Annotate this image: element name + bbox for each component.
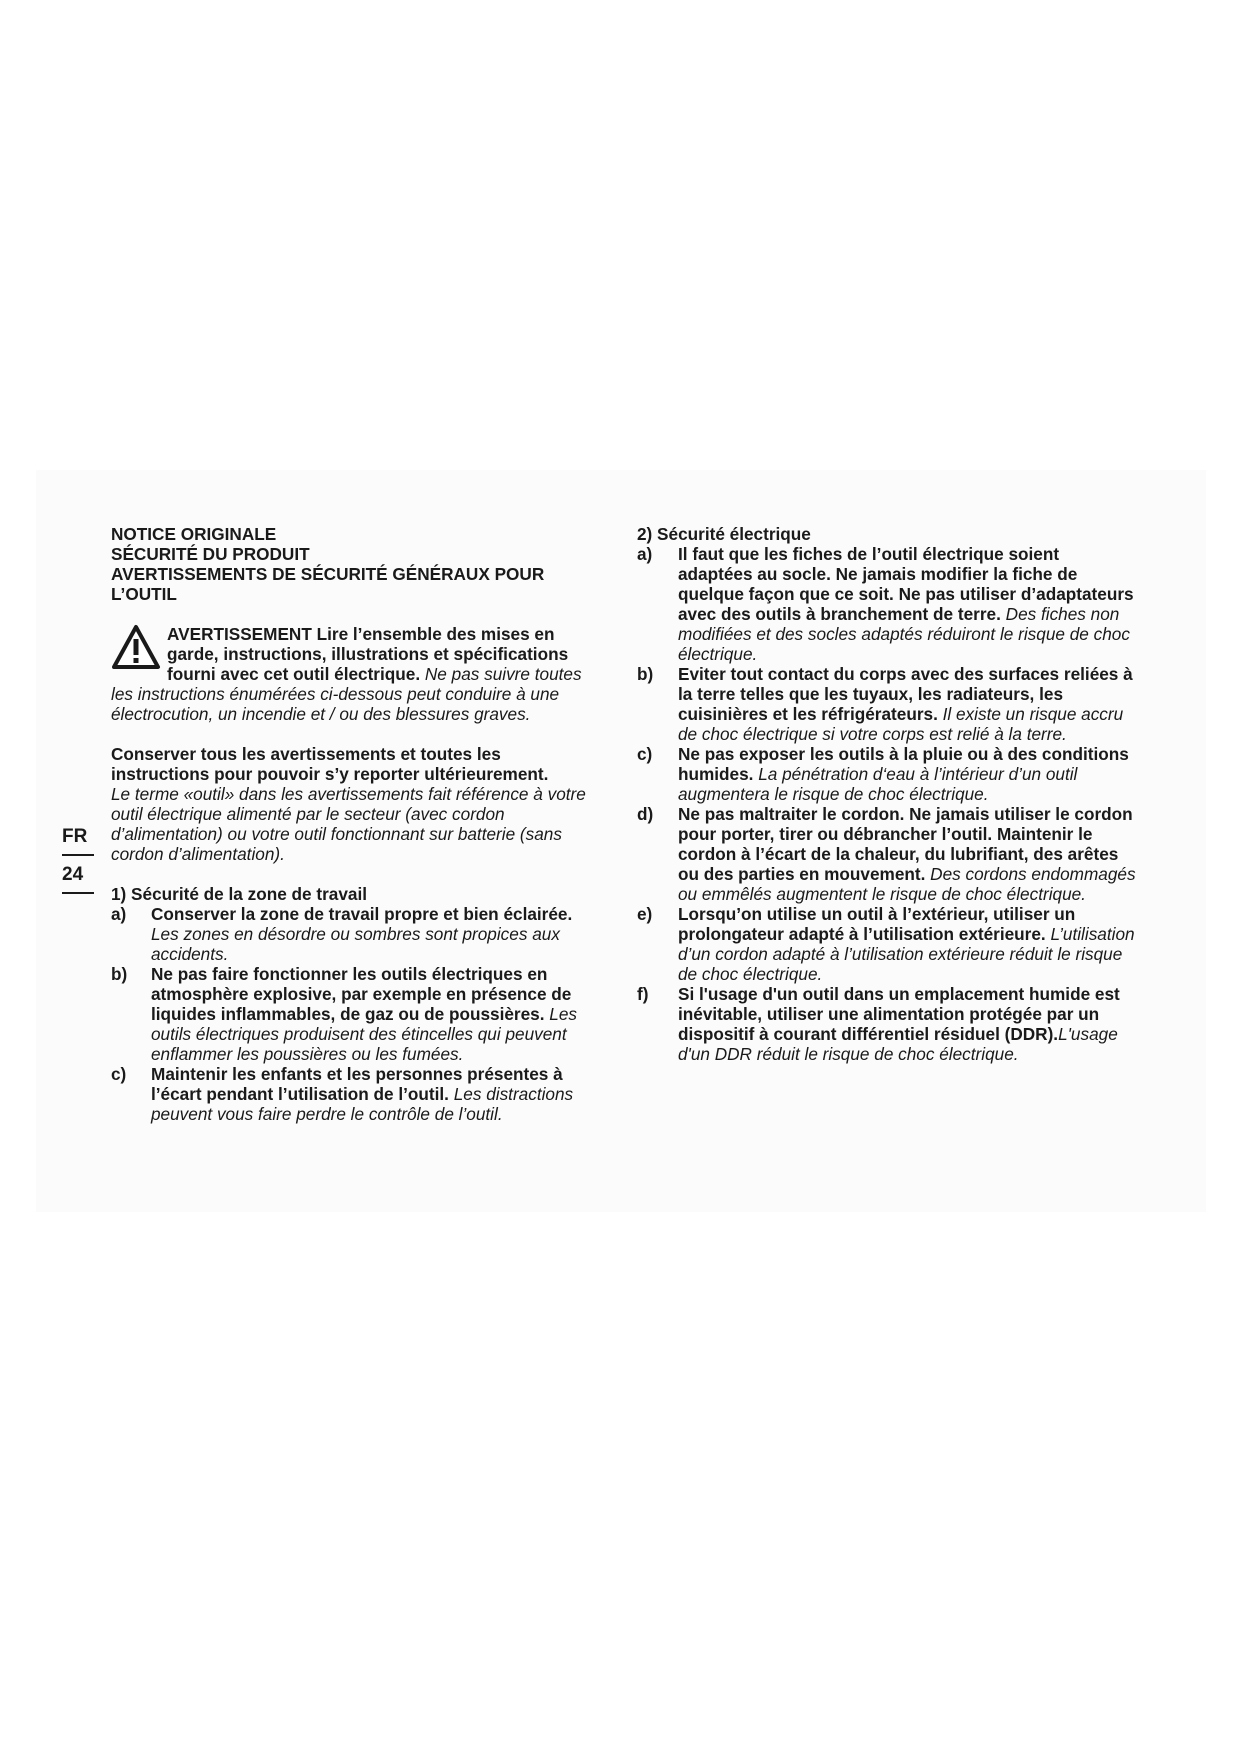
list-item: [637, 744, 1137, 804]
section-2-title: 2) Sécurité électrique: [637, 524, 811, 544]
item-label: c): [111, 1064, 127, 1084]
list-item: [111, 1064, 601, 1124]
item-italic-text: L’utilisation d’un cordon adapté à l’utilisation extérieure réduit le risque de choc électrique.: [678, 924, 1135, 984]
item-bold-text: Ne pas exposer les outils à la pluie ou à des conditions humides.: [678, 744, 1129, 784]
item-label: b): [637, 664, 654, 684]
warning-bold: AVERTISSEMENT Lire l’ensemble des mises en garde, instructions, illustrations et spécifications fourni avec cet outil électrique.: [167, 624, 569, 684]
title-line-1: NOTICE ORIGINALE: [111, 524, 277, 544]
item-bold-text: Lorsqu’on utilise un outil à l’extérieur, utiliser un prolongateur adapté à l’utilisation extérieure.: [678, 904, 1076, 944]
list-item: [637, 804, 1137, 904]
list-item: [637, 984, 1137, 1064]
item-label: c): [637, 744, 653, 764]
warning-block: [111, 624, 601, 724]
item-label: f): [637, 984, 649, 1004]
list-item: [637, 904, 1137, 984]
title-line-2: SÉCURITÉ DU PRODUIT: [111, 544, 310, 564]
tool-term-definition: Le terme «outil» dans les avertissements fait référence à votre outil électrique alimenté par le secteur (avec cordon d’alimentation) ou votre outil fonctionnant sur batterie (sans cordon d’alimentation).: [111, 784, 586, 864]
item-italic-text: Les distractions peuvent vous faire perdre le contrôle de l’outil.: [151, 1084, 574, 1124]
page-margin-marker: [62, 826, 96, 902]
item-bold-text: Si l'usage d'un outil dans un emplacement humide est inévitable, utiliser une alimentation protégée par un dispositif à courant différentiel résiduel (DDR).: [678, 984, 1120, 1044]
warning-italic: Ne pas suivre toutes les instructions énumérées ci-dessous peut conduire à une électrocution, un incendie et / ou des blessures graves.: [111, 664, 582, 724]
item-label: e): [637, 904, 653, 924]
right-column: [637, 524, 1137, 1064]
item-label: d): [637, 804, 654, 824]
item-italic-text: Des fiches non modifiées et des socles adaptés réduiront le risque de choc électrique.: [678, 604, 1130, 664]
item-italic-text: Des cordons endommagés ou emmêlés augmentent le risque de choc électrique.: [678, 864, 1136, 904]
item-italic-text: Il existe un risque accru de choc électrique si votre corps est relié à la terre.: [678, 704, 1124, 744]
item-bold-text: Conserver la zone de travail propre et bien éclairée.: [151, 904, 573, 924]
item-italic-text: L'usage d'un DDR réduit le risque de choc électrique.: [678, 1024, 1118, 1064]
item-label: a): [637, 544, 653, 564]
keep-instructions-notice: Conserver tous les avertissements et toutes les instructions pour pouvoir s’y reporter ultérieurement.: [111, 744, 549, 784]
language-code: FR: [62, 826, 88, 847]
item-bold-text: Il faut que les fiches de l’outil électrique soient adaptées au socle. Ne jamais modifier la fiche de quelque façon que ce soit. Ne pas utiliser d’adaptateurs avec des outils à branchement de terre.: [678, 544, 1134, 624]
item-bold-text: Ne pas faire fonctionner les outils électriques en atmosphère explosive, par exemple en présence de liquides inflammables, de gaz ou de poussières.: [151, 964, 572, 1024]
warning-triangle-icon: [111, 624, 161, 670]
item-label: b): [111, 964, 128, 984]
section-1-title: 1) Sécurité de la zone de travail: [111, 884, 367, 904]
page-number: 24: [62, 864, 84, 885]
item-bold-text: Maintenir les enfants et les personnes présentes à l’écart pendant l’utilisation de l’outil.: [151, 1064, 563, 1104]
list-item: [637, 544, 1137, 664]
list-item: [637, 664, 1137, 744]
divider: [62, 892, 94, 894]
item-label: a): [111, 904, 127, 924]
item-bold-text: Ne pas maltraiter le cordon. Ne jamais utiliser le cordon pour porter, tirer ou débrancher l’outil. Maintenir le cordon à l’écart de la chaleur, du lubrifiant, des arêtes ou des parties en mouvement.: [678, 804, 1133, 884]
title-line-3: AVERTISSEMENTS DE SÉCURITÉ GÉNÉRAUX POUR L’OUTIL: [111, 564, 545, 604]
item-italic-text: Les zones en désordre ou sombres sont propices aux accidents.: [151, 924, 560, 964]
divider: [62, 854, 94, 856]
item-italic-text: La pénétration d‘eau à l’intérieur d’un outil augmentera le risque de choc électrique.: [678, 764, 1078, 804]
item-bold-text: Eviter tout contact du corps avec des surfaces reliées à la terre telles que les tuyaux, les radiateurs, les cuisinières et les réfrigérateurs.: [678, 664, 1133, 724]
item-italic-text: Les outils électriques produisent des étincelles qui peuvent enflammer les poussières ou les fumées.: [151, 1004, 578, 1064]
warning-text: [111, 624, 601, 724]
list-item: [111, 904, 601, 964]
list-item: [111, 964, 601, 1064]
left-column: [111, 524, 601, 1124]
